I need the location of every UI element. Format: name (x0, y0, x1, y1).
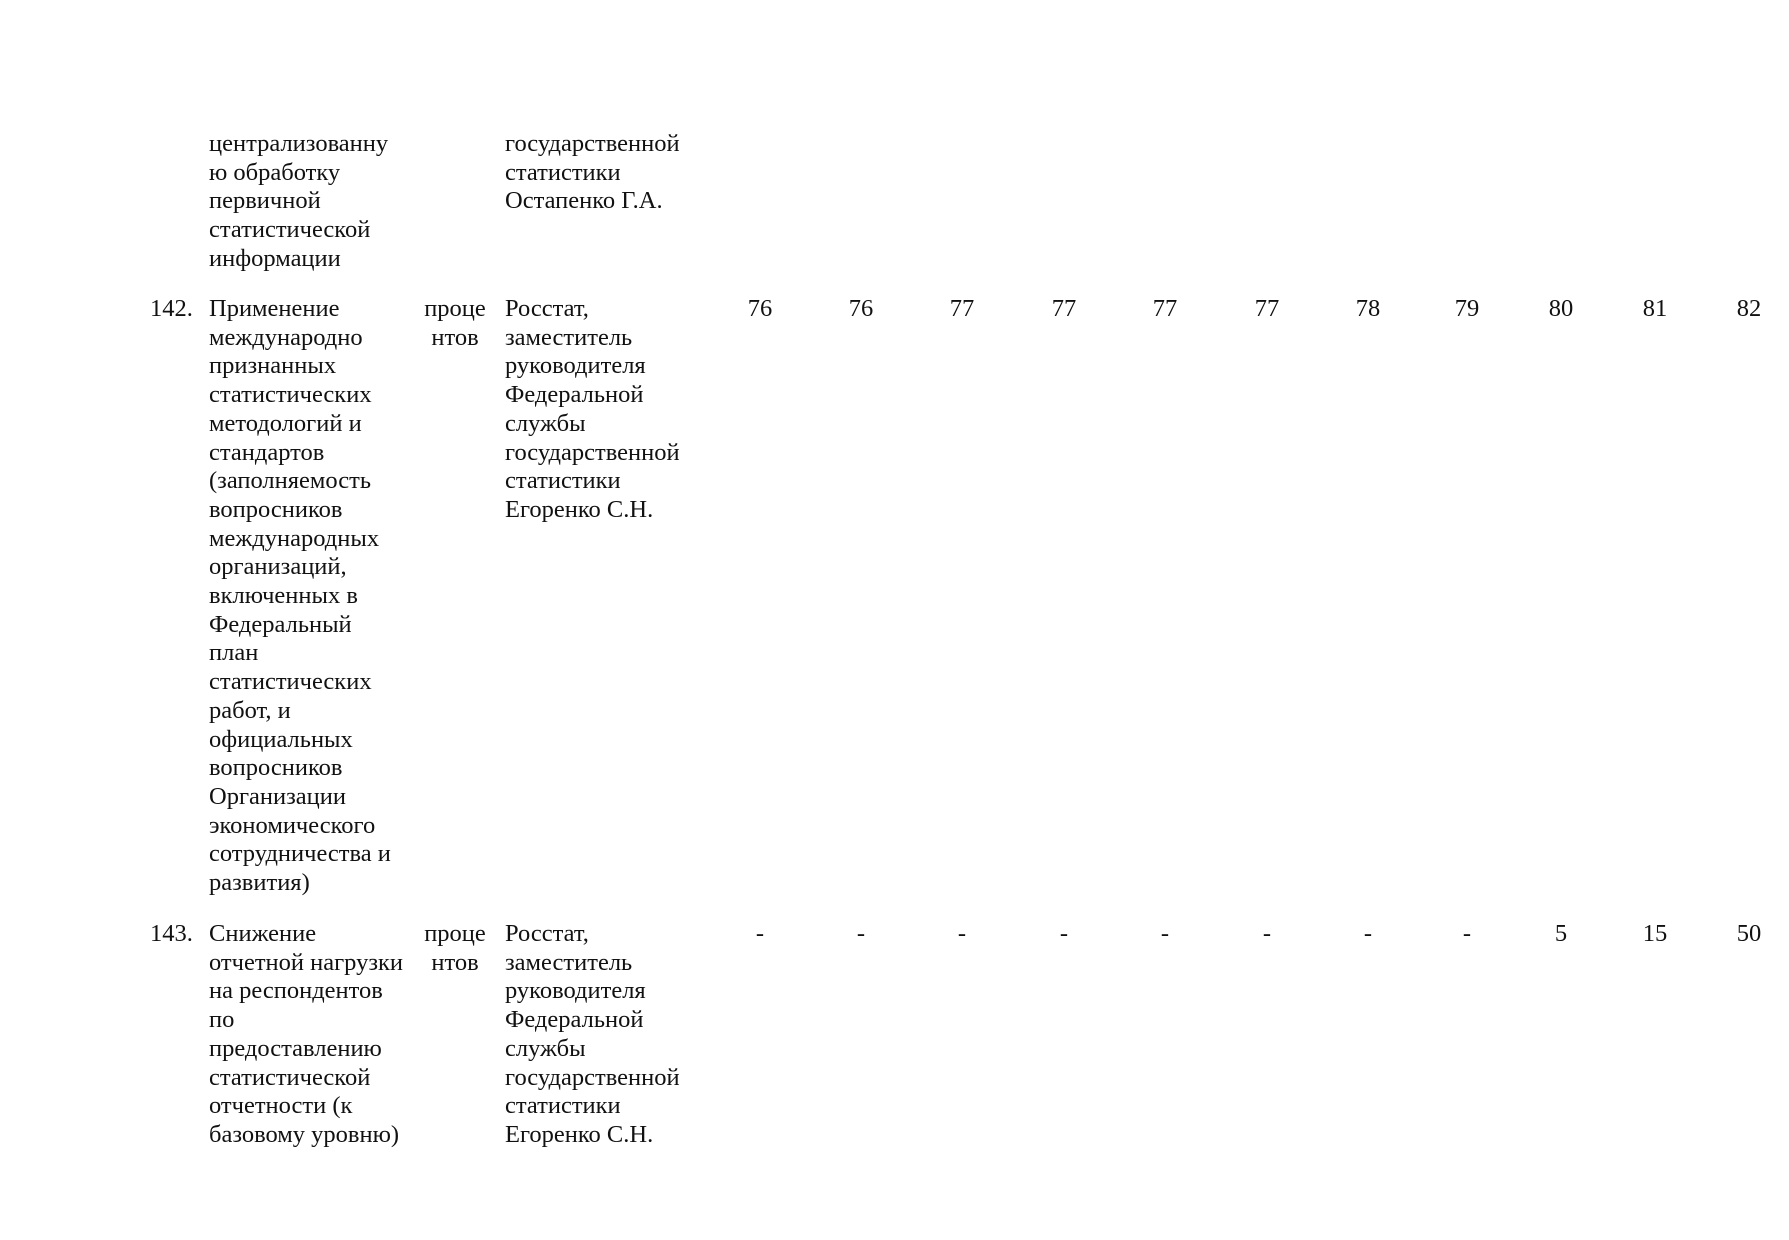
value-cell-year-4: 77 (1051, 295, 1077, 322)
indicator-name-cell: Применение международно признанных статистических методологий и стандартов (заполняемость вопросников международных организаций, включенных в Федеральный план статистических работ, и официальных вопросников Организации экономического сотрудничества и развития) (209, 295, 391, 897)
value-cell-year-9: 5 (1554, 920, 1568, 947)
value-cell-year-5: 77 (1152, 295, 1178, 322)
value-cell-year-11: 82 (1736, 295, 1762, 322)
unit-cell: проце нтов (424, 920, 486, 976)
value-cell-year-7: 78 (1355, 295, 1381, 322)
value-cell-year-8: - (1462, 920, 1472, 947)
value-cell-year-6: 77 (1254, 295, 1280, 322)
indicator-name-cell: централизованну ю обработку первичной статистической информации (209, 130, 389, 272)
value-cell-year-3: 77 (949, 295, 975, 322)
value-cell-year-8: 79 (1454, 295, 1480, 322)
value-cell-year-6: - (1262, 920, 1272, 947)
value-cell-year-4: - (1059, 920, 1069, 947)
value-cell-year-10: 81 (1642, 295, 1668, 322)
indicator-name-cell: Снижение отчетной нагрузки на респондентов по предоставлению статистической отчетности (к базовому уровню) (209, 920, 404, 1148)
value-cell-year-9: 80 (1548, 295, 1574, 322)
unit-cell: проце нтов (424, 295, 486, 351)
row-number-cell: 142. (150, 295, 193, 322)
value-cell-year-1: - (755, 920, 765, 947)
value-cell-year-7: - (1363, 920, 1373, 947)
responsible-cell: государственной статистики Остапенко Г.А. (505, 130, 680, 215)
responsible-cell: Росстат, заместитель руководителя Федеральной службы государственной статистики Егоренко С.Н. (505, 295, 680, 523)
value-cell-year-1: 76 (747, 295, 773, 322)
responsible-cell: Росстат, заместитель руководителя Федеральной службы государственной статистики Егоренко С.Н. (505, 920, 680, 1148)
value-cell-year-5: - (1160, 920, 1170, 947)
row-number-cell: 143. (150, 920, 193, 947)
value-cell-year-2: - (856, 920, 866, 947)
value-cell-year-3: - (957, 920, 967, 947)
value-cell-year-2: 76 (848, 295, 874, 322)
value-cell-year-10: 15 (1642, 920, 1668, 947)
value-cell-year-11: 50 (1736, 920, 1762, 947)
